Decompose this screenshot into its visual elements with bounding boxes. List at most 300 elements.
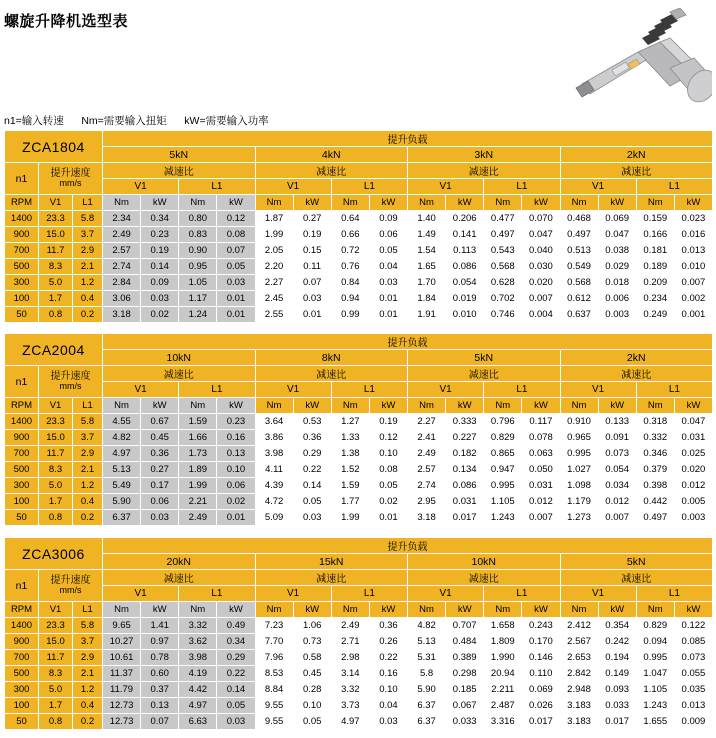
data-cell: 1.179 (560, 494, 598, 510)
data-cell: 0.702 (484, 291, 522, 307)
lifting-load-header: 提升负载 (103, 538, 713, 554)
data-cell: 0.04 (369, 698, 407, 714)
lifting-speed-label: 提升速度 (50, 167, 91, 179)
data-cell: 0.013 (674, 698, 712, 714)
reduction-ratio-header-cell: 减速比 (408, 163, 561, 179)
data-cell: 4.97 (103, 446, 141, 462)
data-cell: 0.02 (141, 307, 179, 323)
data-cell: 0.017 (446, 510, 484, 526)
rpm-cell: 1400 (5, 618, 39, 634)
data-cell: 2.49 (408, 446, 446, 462)
data-cell: 0.22 (217, 666, 255, 682)
speed-l1-cell: 2.1 (73, 462, 103, 478)
data-cell: 0.141 (446, 227, 484, 243)
table-row (5, 291, 713, 307)
data-cell: 2.71 (331, 634, 369, 650)
speed-v1-cell: 8.3 (39, 462, 73, 478)
ratio-l1-cell: L1 (331, 382, 407, 398)
data-cell: 0.09 (369, 211, 407, 227)
kw-unit-cell: kW (217, 398, 255, 414)
data-cell: 5.09 (255, 510, 293, 526)
data-cell: 2.95 (408, 494, 446, 510)
spec-table (4, 333, 713, 526)
data-cell: 0.040 (522, 243, 560, 259)
data-cell: 5.49 (103, 478, 141, 494)
v1-unit-cell: V1 (39, 195, 73, 211)
table-units-row (5, 398, 713, 414)
data-cell: 0.23 (217, 414, 255, 430)
ratio-v1-cell: V1 (408, 586, 484, 602)
table-row (5, 243, 713, 259)
data-cell: 0.018 (598, 275, 636, 291)
table-row (5, 494, 713, 510)
table-load-row (5, 147, 713, 163)
data-cell: 3.73 (331, 698, 369, 714)
data-cell: 1.105 (636, 682, 674, 698)
nm-unit-cell: Nm (484, 602, 522, 618)
speed-v1-cell: 23.3 (39, 211, 73, 227)
data-cell: 0.27 (141, 462, 179, 478)
data-cell: 0.069 (522, 682, 560, 698)
data-cell: 2.49 (103, 227, 141, 243)
spec-table-2-container (4, 333, 712, 526)
data-cell: 9.65 (103, 618, 141, 634)
data-cell: 2.27 (255, 275, 293, 291)
speed-v1-cell: 23.3 (39, 618, 73, 634)
data-cell: 1.05 (179, 275, 217, 291)
rpm-unit-cell: RPM (5, 398, 39, 414)
data-cell: 0.10 (293, 698, 331, 714)
data-cell: 0.796 (484, 414, 522, 430)
rpm-cell: 300 (5, 275, 39, 291)
data-cell: 3.86 (255, 430, 293, 446)
nm-unit-cell: Nm (255, 195, 293, 211)
spec-table-3-container (4, 537, 712, 730)
data-cell: 0.07 (293, 275, 331, 291)
lifting-speed-label: 提升速度 (50, 370, 91, 382)
data-cell: 20.94 (484, 666, 522, 682)
data-cell: 0.054 (598, 462, 636, 478)
data-cell: 11.79 (103, 682, 141, 698)
ratio-v1-cell: V1 (103, 179, 179, 195)
data-cell: 0.030 (522, 259, 560, 275)
speed-v1-cell: 0.8 (39, 307, 73, 323)
data-cell: 0.34 (141, 211, 179, 227)
data-cell: 0.047 (522, 227, 560, 243)
data-cell: 7.96 (255, 650, 293, 666)
nm-unit-cell: Nm (408, 398, 446, 414)
data-cell: 5.8 (408, 666, 446, 682)
kw-unit-cell: kW (598, 602, 636, 618)
rpm-cell: 50 (5, 307, 39, 323)
kw-unit-cell: kW (674, 195, 712, 211)
table-header-row (5, 334, 713, 350)
data-cell: 0.10 (369, 682, 407, 698)
data-cell: 1.40 (408, 211, 446, 227)
data-cell: 0.03 (293, 510, 331, 526)
data-cell: 0.03 (369, 714, 407, 730)
speed-l1-cell: 2.1 (73, 259, 103, 275)
kw-unit-cell: kW (293, 195, 331, 211)
data-cell: 3.98 (255, 446, 293, 462)
load-value-cell: 5kN (103, 147, 256, 163)
data-cell: 0.003 (674, 510, 712, 526)
data-cell: 0.67 (141, 414, 179, 430)
data-cell: 0.19 (369, 414, 407, 430)
data-cell: 0.047 (598, 227, 636, 243)
data-cell: 0.02 (369, 494, 407, 510)
ratio-l1-cell: L1 (636, 586, 712, 602)
data-cell: 0.122 (674, 618, 712, 634)
data-cell: 0.83 (179, 227, 217, 243)
data-cell: 0.549 (560, 259, 598, 275)
data-cell: 6.37 (408, 698, 446, 714)
data-cell: 0.16 (217, 430, 255, 446)
data-cell: 0.637 (560, 307, 598, 323)
table-units-row (5, 602, 713, 618)
data-cell: 0.01 (217, 291, 255, 307)
data-cell: 0.117 (522, 414, 560, 430)
speed-l1-cell: 5.8 (73, 618, 103, 634)
data-cell: 0.497 (484, 227, 522, 243)
model-name-cell: ZCA2004 (5, 334, 103, 366)
data-cell: 1.59 (331, 478, 369, 494)
data-cell: 2.57 (103, 243, 141, 259)
nm-unit-cell: Nm (636, 195, 674, 211)
reduction-ratio-header-cell: 减速比 (255, 163, 408, 179)
speed-v1-cell: 8.3 (39, 259, 73, 275)
data-cell: 0.333 (446, 414, 484, 430)
data-cell: 4.97 (331, 714, 369, 730)
rpm-cell: 700 (5, 446, 39, 462)
data-cell: 0.010 (674, 259, 712, 275)
data-cell: 1.84 (408, 291, 446, 307)
lifting-speed-unit: mm/s (59, 178, 82, 189)
table-row (5, 478, 713, 494)
notes-legend: n1=输入转速 Nm=需要输入扭矩 kW=需要输入功率 (4, 115, 269, 127)
ratio-v1-cell: V1 (255, 586, 331, 602)
n1-header-cell: n1 (5, 570, 39, 602)
data-cell: 0.23 (141, 227, 179, 243)
data-cell: 0.90 (179, 243, 217, 259)
data-cell: 2.41 (408, 430, 446, 446)
data-cell: 1.047 (636, 666, 674, 682)
data-cell: 0.007 (674, 275, 712, 291)
speed-l1-cell: 2.9 (73, 650, 103, 666)
speed-v1-cell: 1.7 (39, 291, 73, 307)
data-cell: 0.234 (636, 291, 674, 307)
ratio-l1-cell: L1 (179, 586, 255, 602)
data-cell: 0.95 (179, 259, 217, 275)
data-cell: 4.82 (103, 430, 141, 446)
data-cell: 2.74 (408, 478, 446, 494)
data-cell: 0.033 (598, 698, 636, 714)
data-cell: 0.019 (446, 291, 484, 307)
data-cell: 0.995 (484, 478, 522, 494)
lifting-speed-unit: mm/s (59, 381, 82, 392)
data-cell: 3.06 (103, 291, 141, 307)
data-cell: 3.32 (331, 682, 369, 698)
data-cell: 0.01 (217, 307, 255, 323)
data-cell: 1.91 (408, 307, 446, 323)
data-cell: 0.110 (522, 666, 560, 682)
data-cell: 2.842 (560, 666, 598, 682)
data-cell: 0.185 (446, 682, 484, 698)
data-cell: 0.094 (636, 634, 674, 650)
kw-unit-cell: kW (446, 398, 484, 414)
data-cell: 0.073 (598, 446, 636, 462)
data-cell: 0.389 (446, 650, 484, 666)
data-cell: 0.03 (141, 291, 179, 307)
data-cell: 0.001 (674, 307, 712, 323)
data-cell: 3.98 (179, 650, 217, 666)
speed-v1-cell: 1.7 (39, 494, 73, 510)
nm-unit-cell: Nm (179, 602, 217, 618)
data-cell: 2.653 (560, 650, 598, 666)
data-cell: 0.013 (674, 243, 712, 259)
data-cell: 0.209 (636, 275, 674, 291)
table-header-row (5, 131, 713, 147)
data-cell: 0.06 (369, 227, 407, 243)
data-cell: 0.442 (636, 494, 674, 510)
model-name-cell: ZCA1804 (5, 131, 103, 163)
kw-unit-cell: kW (446, 602, 484, 618)
data-cell: 0.025 (674, 446, 712, 462)
speed-v1-cell: 1.7 (39, 698, 73, 714)
data-cell: 1.027 (560, 462, 598, 478)
data-cell: 0.12 (217, 211, 255, 227)
table-ratio-row (5, 382, 713, 398)
data-cell: 2.27 (408, 414, 446, 430)
kw-unit-cell: kW (598, 398, 636, 414)
data-cell: 0.14 (293, 478, 331, 494)
data-cell: 0.194 (598, 650, 636, 666)
data-cell: 0.063 (522, 446, 560, 462)
reduction-ratio-header-cell: 减速比 (560, 366, 713, 382)
data-cell: 0.243 (522, 618, 560, 634)
data-cell: 3.183 (560, 714, 598, 730)
data-cell: 4.97 (179, 698, 217, 714)
data-cell: 0.009 (674, 714, 712, 730)
data-cell: 0.182 (446, 446, 484, 462)
rpm-cell: 900 (5, 227, 39, 243)
speed-l1-cell: 0.4 (73, 698, 103, 714)
data-cell: 9.55 (255, 698, 293, 714)
data-cell: 0.468 (560, 211, 598, 227)
load-value-cell: 10kN (103, 350, 256, 366)
data-cell: 2.84 (103, 275, 141, 291)
data-cell: 0.910 (560, 414, 598, 430)
data-cell: 1.65 (408, 259, 446, 275)
data-cell: 0.01 (369, 291, 407, 307)
kw-unit-cell: kW (293, 398, 331, 414)
data-cell: 0.829 (636, 618, 674, 634)
data-cell: 0.19 (293, 227, 331, 243)
nm-unit-cell: Nm (179, 398, 217, 414)
load-value-cell: 10kN (408, 554, 561, 570)
data-cell: 1.655 (636, 714, 674, 730)
data-cell: 0.05 (217, 698, 255, 714)
data-cell: 0.085 (674, 634, 712, 650)
data-cell: 0.66 (331, 227, 369, 243)
data-cell: 7.23 (255, 618, 293, 634)
data-cell: 2.49 (179, 510, 217, 526)
data-cell: 1.99 (255, 227, 293, 243)
data-cell: 0.189 (636, 259, 674, 275)
data-cell: 0.965 (560, 430, 598, 446)
table-subheader-row (5, 570, 713, 586)
data-cell: 3.64 (255, 414, 293, 430)
data-cell: 5.90 (103, 494, 141, 510)
data-cell: 0.318 (636, 414, 674, 430)
data-cell: 0.007 (522, 510, 560, 526)
data-cell: 1.06 (293, 618, 331, 634)
data-cell: 6.37 (103, 510, 141, 526)
rpm-unit-cell: RPM (5, 602, 39, 618)
data-cell: 0.22 (293, 462, 331, 478)
data-cell: 0.086 (446, 259, 484, 275)
data-cell: 0.26 (369, 634, 407, 650)
data-cell: 0.031 (674, 430, 712, 446)
nm-unit-cell: Nm (560, 602, 598, 618)
speed-l1-cell: 0.4 (73, 291, 103, 307)
ratio-l1-cell: L1 (484, 586, 560, 602)
data-cell: 0.078 (522, 430, 560, 446)
data-cell: 0.34 (217, 634, 255, 650)
spec-table (4, 130, 713, 323)
data-cell: 0.346 (636, 446, 674, 462)
data-cell: 0.005 (674, 494, 712, 510)
speed-v1-cell: 0.8 (39, 714, 73, 730)
speed-v1-cell: 5.0 (39, 478, 73, 494)
data-cell: 0.80 (179, 211, 217, 227)
data-cell: 0.181 (636, 243, 674, 259)
rpm-cell: 50 (5, 714, 39, 730)
data-cell: 1.105 (484, 494, 522, 510)
data-cell: 0.073 (674, 650, 712, 666)
data-cell: 5.90 (408, 682, 446, 698)
speed-l1-cell: 2.9 (73, 243, 103, 259)
data-cell: 0.36 (293, 430, 331, 446)
table-row (5, 307, 713, 323)
data-cell: 0.047 (674, 414, 712, 430)
kw-unit-cell: kW (522, 195, 560, 211)
table-row (5, 211, 713, 227)
spec-table (4, 537, 713, 730)
data-cell: 0.03 (217, 275, 255, 291)
kw-unit-cell: kW (293, 602, 331, 618)
data-cell: 3.316 (484, 714, 522, 730)
data-cell: 1.49 (408, 227, 446, 243)
data-cell: 0.08 (217, 227, 255, 243)
data-cell: 0.612 (560, 291, 598, 307)
data-cell: 0.09 (141, 275, 179, 291)
speed-l1-cell: 0.2 (73, 714, 103, 730)
data-cell: 0.298 (446, 666, 484, 682)
data-cell: 0.031 (522, 478, 560, 494)
speed-v1-cell: 15.0 (39, 227, 73, 243)
reduction-ratio-header-cell: 减速比 (255, 570, 408, 586)
data-cell: 2.98 (331, 650, 369, 666)
data-cell: 1.70 (408, 275, 446, 291)
v1-unit-cell: V1 (39, 602, 73, 618)
kw-unit-cell: kW (369, 602, 407, 618)
data-cell: 0.01 (369, 510, 407, 526)
ratio-l1-cell: L1 (484, 382, 560, 398)
reduction-ratio-header-cell: 减速比 (103, 366, 256, 382)
nm-unit-cell: Nm (331, 398, 369, 414)
data-cell: 0.007 (598, 510, 636, 526)
data-cell: 1.27 (331, 414, 369, 430)
l1-unit-cell: L1 (73, 602, 103, 618)
data-cell: 0.146 (522, 650, 560, 666)
load-value-cell: 2kN (560, 147, 713, 163)
data-cell: 0.332 (636, 430, 674, 446)
data-cell: 0.003 (598, 307, 636, 323)
rpm-cell: 300 (5, 682, 39, 698)
data-cell: 0.16 (369, 666, 407, 682)
data-cell: 0.149 (598, 666, 636, 682)
speed-v1-cell: 15.0 (39, 634, 73, 650)
data-cell: 2.567 (560, 634, 598, 650)
data-cell: 0.07 (141, 714, 179, 730)
data-cell: 2.211 (484, 682, 522, 698)
data-cell: 0.14 (141, 259, 179, 275)
data-cell: 0.568 (560, 275, 598, 291)
data-cell: 8.53 (255, 666, 293, 682)
data-cell: 0.206 (446, 211, 484, 227)
data-cell: 5.13 (103, 462, 141, 478)
data-cell: 0.53 (293, 414, 331, 430)
table-row (5, 462, 713, 478)
data-cell: 0.249 (636, 307, 674, 323)
table-row (5, 227, 713, 243)
load-value-cell: 20kN (103, 554, 256, 570)
nm-unit-cell: Nm (636, 398, 674, 414)
data-cell: 0.13 (141, 698, 179, 714)
data-cell: 2.05 (255, 243, 293, 259)
data-cell: 4.72 (255, 494, 293, 510)
nm-unit-cell: Nm (179, 195, 217, 211)
data-cell: 0.354 (598, 618, 636, 634)
data-cell: 1.54 (408, 243, 446, 259)
reduction-ratio-header-cell: 减速比 (560, 570, 713, 586)
table-subheader-row (5, 366, 713, 382)
speed-l1-cell: 2.9 (73, 446, 103, 462)
data-cell: 8.84 (255, 682, 293, 698)
speed-l1-cell: 3.7 (73, 430, 103, 446)
data-cell: 0.227 (446, 430, 484, 446)
reduction-ratio-header-cell: 减速比 (408, 366, 561, 382)
data-cell: 0.010 (446, 307, 484, 323)
nm-unit-cell: Nm (103, 398, 141, 414)
kw-unit-cell: kW (141, 602, 179, 618)
data-cell: 0.97 (141, 634, 179, 650)
rpm-cell: 100 (5, 291, 39, 307)
speed-l1-cell: 5.8 (73, 211, 103, 227)
table-row (5, 714, 713, 730)
rpm-cell: 900 (5, 430, 39, 446)
data-cell: 2.21 (179, 494, 217, 510)
data-cell: 3.18 (103, 307, 141, 323)
ratio-l1-cell: L1 (179, 382, 255, 398)
data-cell: 0.006 (598, 291, 636, 307)
rpm-cell: 700 (5, 243, 39, 259)
data-cell: 1.87 (255, 211, 293, 227)
speed-l1-cell: 1.2 (73, 275, 103, 291)
data-cell: 0.093 (598, 682, 636, 698)
kw-unit-cell: kW (217, 195, 255, 211)
